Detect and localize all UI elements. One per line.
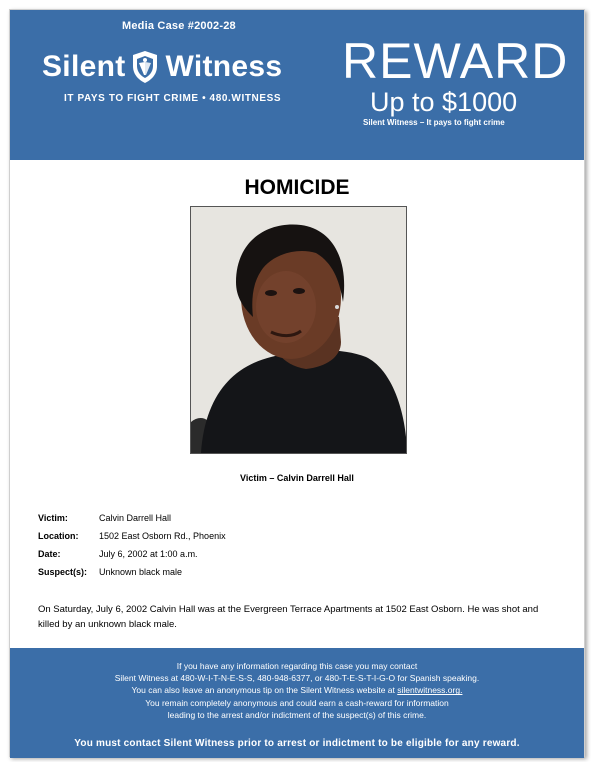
website-prefix: You can also leave an anonymous tip on the Silent Witness website at: [131, 685, 398, 696]
website-link[interactable]: silentwitness.org.: [397, 685, 463, 696]
fact-row-date: [38, 549, 226, 567]
logo-tagline: IT PAYS TO FIGHT CRIME • 480.WITNESS: [64, 93, 282, 104]
page-title: HOMICIDE: [244, 176, 350, 199]
fact-row-suspect: [38, 567, 226, 585]
victim-photo: [190, 206, 407, 454]
reward-eligibility-notice: You must contact Silent Witness prior to arrest or indictment to be eligible for any reward.: [74, 738, 520, 749]
contact-info: [10, 660, 584, 721]
victim-photo-image: [191, 207, 406, 453]
contact-line-website: [10, 684, 584, 696]
contact-line: leading to the arrest and/or indictment of the suspect(s) of this crime.: [167, 709, 427, 720]
fact-label: Location:: [38, 531, 79, 541]
fact-label: Suspect(s):: [38, 567, 88, 577]
fact-label: Victim:: [38, 513, 68, 523]
shield-eye-icon: [131, 50, 159, 84]
logo-word-silent: Silent: [42, 50, 126, 83]
case-narrative: On Saturday, July 6, 2002 Calvin Hall was at the Evergreen Terrace Apartments at 1502 East Osborn. He was shot and killed by an unknown black male.: [38, 604, 539, 630]
fact-row-location: [38, 531, 226, 549]
fact-value: 1502 East Osborn Rd., Phoenix: [99, 531, 226, 541]
reward-subtitle: Silent Witness – It pays to fight crime: [363, 118, 505, 127]
reward-amount: Up to $1000: [370, 87, 518, 117]
logo-word-witness: Witness: [165, 50, 283, 83]
fact-value: Calvin Darrell Hall: [99, 513, 172, 523]
photo-caption: Victim – Calvin Darrell Hall: [240, 473, 354, 483]
contact-footer: [10, 648, 584, 758]
contact-line: Silent Witness at 480-W-I-T-N-E-S-S, 480-948-6377, or 480-T-E-S-T-I-G-O for Spanish speaking.: [114, 673, 480, 684]
case-facts: [38, 513, 226, 585]
silent-witness-logo: [42, 50, 282, 84]
header-banner: [10, 10, 584, 160]
contact-line: You remain completely anonymous and could earn a cash-reward for information: [145, 697, 449, 708]
contact-line: If you have any information regarding this case you may contact: [176, 661, 418, 671]
flyer-page: [9, 9, 585, 757]
fact-value: Unknown black male: [99, 567, 183, 577]
case-number: Media Case #2002-28: [122, 20, 236, 32]
fact-value: July 6, 2002 at 1:00 a.m.: [99, 549, 198, 559]
reward-heading: REWARD: [342, 33, 569, 89]
fact-row-victim: [38, 513, 226, 531]
fact-label: Date:: [38, 549, 61, 559]
